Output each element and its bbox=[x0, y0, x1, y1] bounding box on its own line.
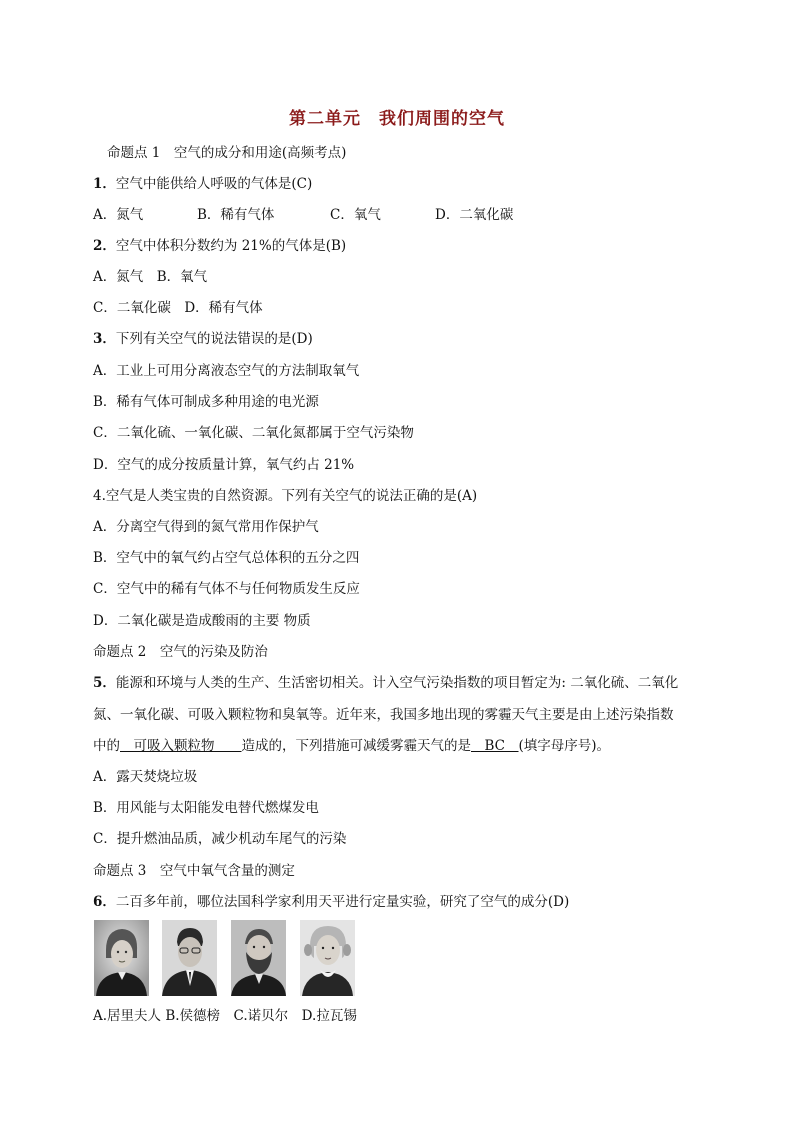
question-1 bbox=[93, 175, 312, 193]
question-5-line-2: 氮、一氧化碳、可吸入颗粒物和臭氧等。近年来，我国多地出现的雾霾天气主要是由上述污染指数 bbox=[93, 707, 674, 723]
question-4: 4.空气是人类宝贵的自然资源。下列有关空气的说法正确的是(A) bbox=[93, 488, 478, 504]
option-c: C．氧气 bbox=[330, 207, 381, 223]
option-b: B．用风能与太阳能发电替代燃煤发电 bbox=[93, 800, 319, 816]
portrait-hou bbox=[162, 920, 217, 996]
option-d: D．二氧化碳是造成酸雨的主要 物质 bbox=[93, 613, 311, 629]
question-text: 中的 bbox=[93, 738, 120, 754]
option-b: B．稀有气体可制成多种用途的电光源 bbox=[93, 394, 319, 410]
question-2-options-row-2: C．二氧化碳 D．稀有气体 bbox=[93, 300, 263, 316]
question-number: 5． bbox=[93, 675, 116, 691]
answer-blank-2: ＿BC＿ bbox=[471, 738, 519, 754]
question-2 bbox=[93, 237, 346, 255]
question-number: 3． bbox=[93, 331, 116, 347]
topic-heading-3: 命题点 3 空气中氧气含量的测定 bbox=[93, 863, 295, 879]
topic-heading-1: 命题点 1 空气的成分和用途(高频考点) bbox=[107, 145, 347, 161]
question-stem: 二百多年前，哪位法国科学家利用天平进行定量实验，研究了空气的成分(D) bbox=[115, 894, 570, 910]
option-a: A．分离空气得到的氮气常用作保护气 bbox=[93, 519, 319, 535]
answer-blank-1: ＿可吸入颗粒物＿＿ bbox=[120, 738, 242, 754]
question-number: 1． bbox=[93, 176, 116, 192]
option-b: B．稀有气体 bbox=[197, 207, 275, 223]
question-text: 能源和环境与人类的生产、生活密切相关。计入空气污染指数的项目暂定为: 二氧化硫、二氧化 bbox=[115, 675, 679, 691]
option-a: A．工业上可用分离液态空气的方法制取氧气 bbox=[93, 363, 360, 379]
question-stem: 空气中能供给人呼吸的气体是(C) bbox=[115, 176, 313, 192]
question-text: (填字母序号)。 bbox=[518, 738, 611, 754]
option-a: A．露天焚烧垃圾 bbox=[93, 769, 198, 785]
question-text: 造成的，下列措施可减缓雾霾天气的是 bbox=[241, 738, 471, 754]
question-5-line-3 bbox=[93, 737, 610, 755]
portrait-lavoisier bbox=[300, 920, 355, 996]
question-stem: 下列有关空气的说法错误的是(D) bbox=[115, 331, 313, 347]
question-number: 6． bbox=[93, 894, 116, 910]
page-title: 第二单元 我们周围的空气 bbox=[289, 109, 505, 129]
question-3 bbox=[93, 330, 313, 348]
question-stem: 空气中体积分数约为 21%的气体是(B) bbox=[115, 238, 347, 254]
question-5-line-1 bbox=[93, 674, 678, 692]
option-c: C．空气中的稀有气体不与任何物质发生反应 bbox=[93, 581, 360, 597]
question-6-options: A.居里夫人 B.侯德榜 C.诺贝尔 D.拉瓦锡 bbox=[93, 1008, 357, 1024]
option-b: B．空气中的氧气约占空气总体积的五分之四 bbox=[93, 550, 360, 566]
portrait-nobel bbox=[231, 920, 286, 996]
portrait-curie bbox=[94, 920, 149, 996]
option-c: C．提升燃油品质，减少机动车尾气的污染 bbox=[93, 831, 347, 847]
question-2-options-row-1: A．氮气 B．氧气 bbox=[93, 269, 208, 285]
option-c: C．二氧化硫、一氧化碳、二氧化氮都属于空气污染物 bbox=[93, 425, 414, 441]
option-d: D．二氧化碳 bbox=[435, 207, 514, 223]
option-d: D．空气的成分按质量计算，氧气约占 21% bbox=[93, 457, 355, 473]
option-a: A．氮气 bbox=[93, 207, 144, 223]
topic-heading-2: 命题点 2 空气的污染及防治 bbox=[93, 644, 268, 660]
question-6 bbox=[93, 893, 569, 911]
question-1-options bbox=[93, 206, 513, 224]
question-number: 2． bbox=[93, 238, 116, 254]
